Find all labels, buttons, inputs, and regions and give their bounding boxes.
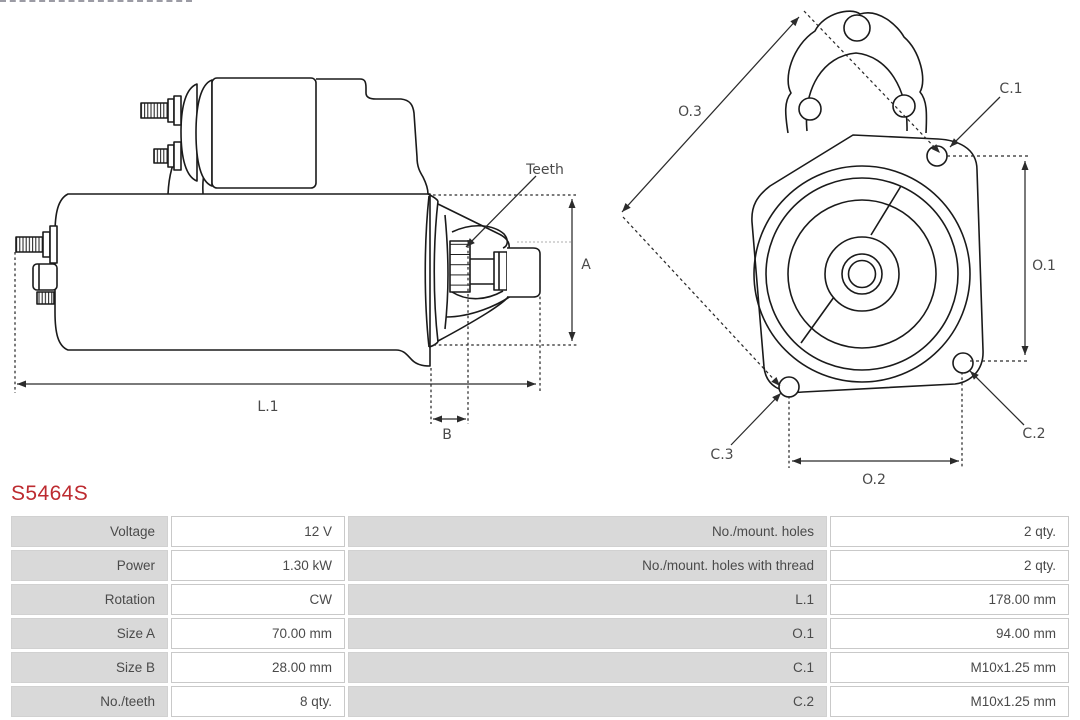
solenoid-terminal-stud (141, 96, 181, 170)
motor-body (55, 194, 430, 366)
mounting-flange (752, 135, 983, 392)
spec-value: M10x1.25 mm (830, 652, 1069, 683)
side-view (16, 78, 540, 366)
teeth-leader (466, 176, 536, 247)
dim-label-o3: O.3 (678, 104, 702, 120)
dim-label-a: A (581, 257, 591, 273)
spec-value: CW (171, 584, 345, 615)
bracket-hole-left (799, 98, 821, 120)
bracket-hole-right (893, 95, 915, 117)
spec-label: Size B (11, 652, 168, 683)
mounting-bracket (786, 11, 927, 133)
spec-value: 8 qty. (171, 686, 345, 717)
spec-value: M10x1.25 mm (830, 686, 1069, 717)
shaft-bushing (494, 252, 507, 290)
dim-label-o2: O.2 (862, 472, 886, 488)
solenoid (181, 78, 316, 188)
spec-value: 12 V (171, 516, 345, 547)
spec-value: 28.00 mm (171, 652, 345, 683)
spec-value: 2 qty. (830, 550, 1069, 581)
spec-label: L.1 (348, 584, 827, 615)
mount-hole-c2 (953, 353, 973, 373)
spec-label: No./mount. holes (348, 516, 827, 547)
spec-value: 70.00 mm (171, 618, 345, 649)
spec-label: C.2 (348, 686, 827, 717)
spec-value: 1.30 kW (171, 550, 345, 581)
spec-value: 178.00 mm (830, 584, 1069, 615)
spec-table (11, 516, 1069, 717)
spec-label: Size A (11, 618, 168, 649)
spec-label: C.1 (348, 652, 827, 683)
dim-label-teeth: Teeth (526, 162, 564, 178)
dim-c2-leader (970, 371, 1024, 425)
dim-o3-line (622, 17, 799, 212)
spec-value: 94.00 mm (830, 618, 1069, 649)
part-number: S5464S (11, 482, 89, 505)
dim-label-c2: C.2 (1022, 426, 1046, 442)
spec-label: Voltage (11, 516, 168, 547)
dim-label-c3: C.3 (710, 447, 734, 463)
spec-label: Power (11, 550, 168, 581)
dim-label-b: B (442, 427, 452, 443)
dim-label-o1: O.1 (1032, 258, 1056, 274)
spec-label: No./mount. holes with thread (348, 550, 827, 581)
dim-c1-leader (950, 97, 1000, 147)
spec-label: O.1 (348, 618, 827, 649)
battery-terminal-stud (16, 226, 57, 304)
spec-label: No./teeth (11, 686, 168, 717)
spec-label: Rotation (11, 584, 168, 615)
spec-value: 2 qty. (830, 516, 1069, 547)
dim-label-l1: L.1 (257, 399, 279, 415)
pinion-gear (450, 241, 470, 292)
support-bracket (507, 248, 540, 297)
front-view (752, 11, 983, 397)
pinion-shaft (470, 259, 494, 284)
dim-label-c1: C.1 (999, 81, 1023, 97)
dim-c3-leader (731, 393, 781, 445)
mount-hole-c3 (779, 377, 799, 397)
drive-housing (316, 79, 428, 194)
bracket-hole-top (844, 15, 870, 41)
